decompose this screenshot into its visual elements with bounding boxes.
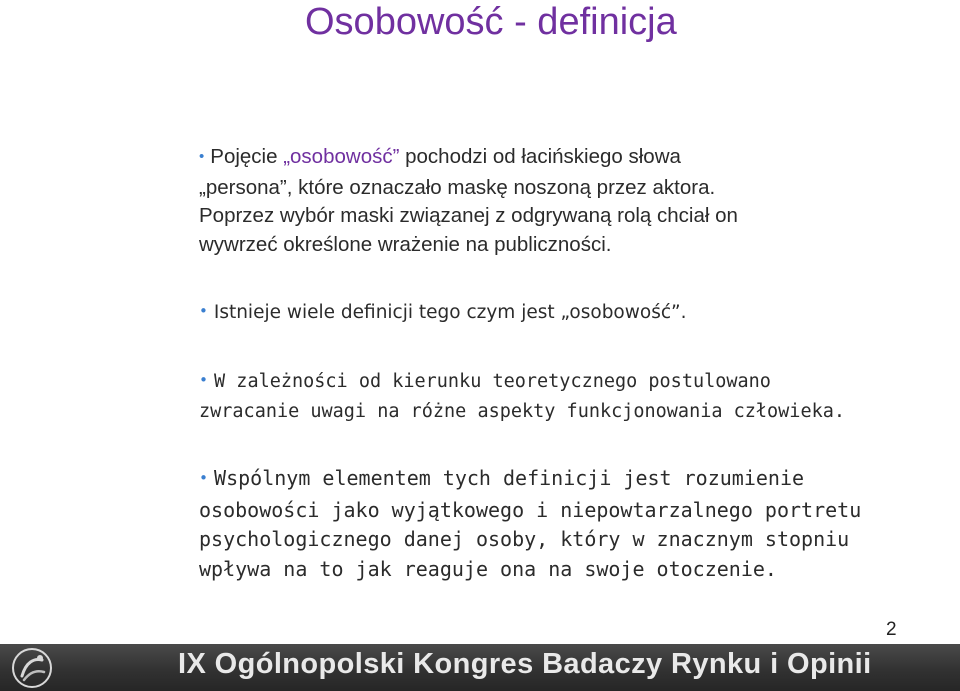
bullet-icon: • — [199, 148, 205, 165]
bullet-item-3 — [199, 367, 929, 426]
bullet-line — [199, 367, 929, 397]
bullet-line — [199, 299, 929, 327]
footer-banner — [0, 644, 960, 691]
bullet-line — [199, 464, 929, 496]
bullet-icon: • — [199, 469, 209, 487]
highlighted-term: „osobowość” — [283, 145, 400, 168]
bullet-icon: • — [199, 302, 208, 320]
bullet-item-1 — [199, 143, 929, 259]
bullet-line: osobowości jako wyjątkowego i niepowtarzalnego portretu — [199, 497, 862, 522]
bullet-line: wpływa na to jak reaguje ona na swoje otoczenie. — [199, 556, 777, 581]
bullet-text: Istnieje wiele definicji tego czym jest „osobowość”. — [213, 302, 687, 323]
bullet-line — [199, 143, 929, 174]
bullet-item-2 — [199, 299, 929, 327]
bullet-line: „persona”, które oznaczało maskę noszoną przez aktora. — [199, 175, 716, 199]
bullet-text: Wspólnym elementem tych definicji jest rozumienie — [214, 466, 805, 490]
bullet-icon: • — [199, 371, 209, 389]
congress-logo-icon — [10, 646, 54, 690]
page-number: 2 — [886, 619, 897, 640]
footer-text: IX Ogólnopolski Kongres Badaczy Rynku i Opinii — [178, 648, 872, 680]
bullet-text: Pojęcie — [210, 145, 284, 168]
bullet-text: pochodzi od łacińskiego słowa — [399, 145, 681, 168]
bullet-line: zwracanie uwagi na różne aspekty funkcjonowania człowieka. — [199, 401, 846, 422]
slide-title: Osobowość - definicja — [305, 1, 677, 43]
bullet-text: W zależności od kierunku teoretycznego postulowano — [214, 371, 771, 392]
bullet-line: wywrzeć określone wrażenie na publiczności. — [199, 232, 612, 256]
bullet-line: psychologicznego danej osoby, który w znacznym stopniu — [199, 527, 850, 551]
bullet-item-4 — [199, 464, 929, 584]
bullet-line: Poprzez wybór maski związanej z odgrywaną rolą chciał on — [199, 204, 738, 227]
